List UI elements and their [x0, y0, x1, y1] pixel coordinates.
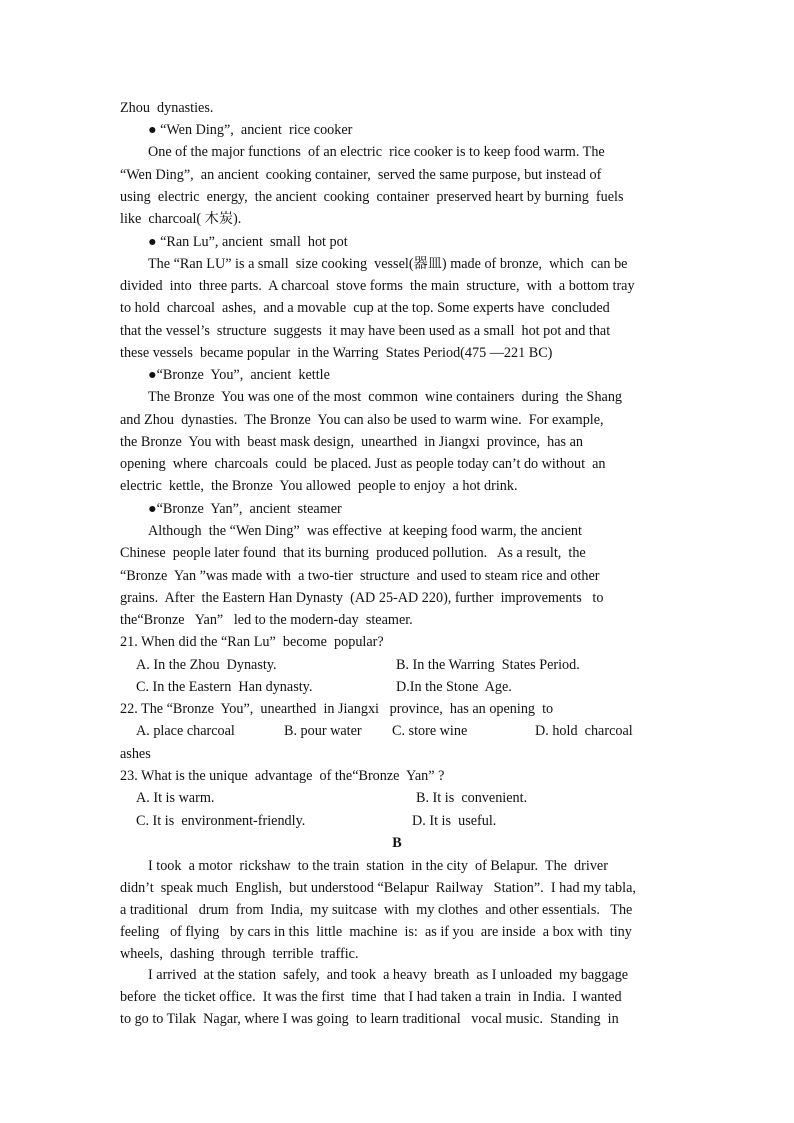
passage-line: these vessels became popular in the Warring States Period(475 —221 BC) [120, 345, 553, 361]
option-a: A. In the Zhou Dynasty. [136, 657, 277, 673]
passage-line: I arrived at the station safely, and took a heavy breath as I unloaded my baggage [148, 967, 629, 983]
option-b: B. It is convenient. [416, 790, 528, 806]
passage-subheading: ●“Bronze Yan”, ancient steamer [148, 501, 342, 517]
passage-line: using electric energy, the ancient cooking container preserved heart by burning fuels [120, 189, 624, 205]
passage-line: to go to Tilak Nagar, where I was going to learn traditional vocal music. Standing in [120, 1011, 619, 1027]
passage-line: The “Ran LU” is a small size cooking vessel(器皿) made of bronze, which can be [148, 256, 628, 272]
passage-line: One of the major functions of an electric rice cooker is to keep food warm. The [148, 144, 605, 160]
passage-line: wheels, dashing through terrible traffic. [120, 946, 359, 962]
question-stem: 21. When did the “Ran Lu” become popular? [120, 634, 384, 650]
option-a: A. place charcoal [136, 723, 235, 739]
passage-line: opening where charcoals could be placed. Just as people today can’t do without an [120, 456, 606, 472]
passage-subheading: ● “Wen Ding”, ancient rice cooker [148, 122, 353, 138]
option-continuation: ashes [120, 746, 151, 762]
passage-line: the“Bronze Yan” led to the modern-day steamer. [120, 612, 413, 628]
passage-line: “Wen Ding”, an ancient cooking container, served the same purpose, but instead of [120, 167, 602, 183]
passage-line: that the vessel’s structure suggests it may have been used as a small hot pot and that [120, 323, 611, 339]
passage-line: electric kettle, the Bronze You allowed people to enjoy a hot drink. [120, 478, 518, 494]
option-d: D. hold charcoal [535, 723, 633, 739]
option-d: D.In the Stone Age. [396, 679, 512, 695]
passage-subheading: ● “Ran Lu”, ancient small hot pot [148, 234, 348, 250]
question-stem: 23. What is the unique advantage of the“Bronze Yan” ? [120, 768, 445, 784]
passage-line: grains. After the Eastern Han Dynasty (AD 25-AD 220), further improvements to [120, 590, 604, 606]
question-stem: 22. The “Bronze You”, unearthed in Jiangxi province, has an opening to [120, 701, 554, 717]
passage-line: to hold charcoal ashes, and a movable cup at the top. Some experts have concluded [120, 300, 610, 316]
option-c: C. It is environment-friendly. [136, 813, 306, 829]
passage-line: I took a motor rickshaw to the train station in the city of Belapur. The driver [148, 858, 608, 874]
passage-line: like charcoal( 木炭). [120, 211, 242, 227]
option-c: C. store wine [392, 723, 468, 739]
passage-line: divided into three parts. A charcoal stove forms the main structure, with a bottom tray [120, 278, 635, 294]
option-c: C. In the Eastern Han dynasty. [136, 679, 313, 695]
section-heading: B [392, 835, 402, 851]
option-d: D. It is useful. [412, 813, 497, 829]
passage-line: didn’t speak much English, but understood “Belapur Railway Station”. I had my tabla, [120, 880, 636, 896]
passage-line: Chinese people later found that its burning produced pollution. As a result, the [120, 545, 586, 561]
passage-line: and Zhou dynasties. The Bronze You can also be used to warm wine. For example, [120, 412, 604, 428]
option-b: B. In the Warring States Period. [396, 657, 580, 673]
passage-line: a traditional drum from India, my suitcase with my clothes and other essentials. The [120, 902, 633, 918]
passage-line: The Bronze You was one of the most common wine containers during the Shang [148, 389, 623, 405]
option-a: A. It is warm. [136, 790, 215, 806]
passage-line: Zhou dynasties. [120, 100, 214, 116]
passage-line: before the ticket office. It was the first time that I had taken a train in India. I wanted [120, 989, 622, 1005]
passage-line: Although the “Wen Ding” was effective at keeping food warm, the ancient [148, 523, 582, 539]
option-b: B. pour water [284, 723, 362, 739]
passage-subheading: ●“Bronze You”, ancient kettle [148, 367, 330, 383]
passage-line: “Bronze Yan ”was made with a two-tier structure and used to steam rice and other [120, 568, 600, 584]
passage-line: feeling of flying by cars in this little machine is: as if you are inside a box with tiny [120, 924, 632, 940]
passage-line: the Bronze You with beast mask design, unearthed in Jiangxi province, has an [120, 434, 583, 450]
